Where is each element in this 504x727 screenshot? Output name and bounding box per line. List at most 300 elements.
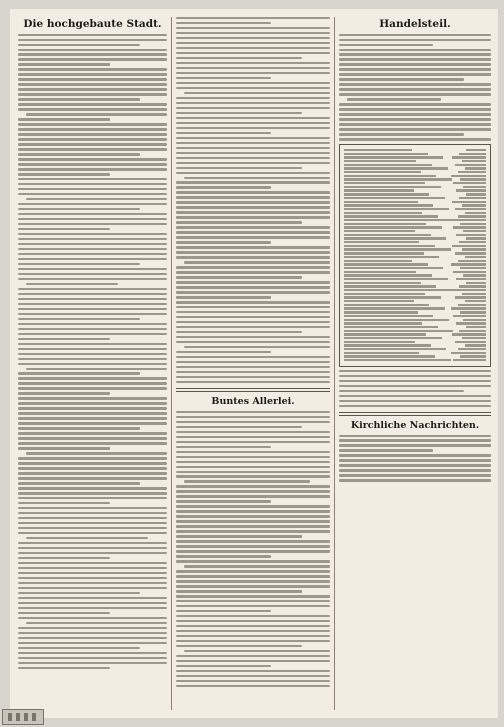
text-line xyxy=(18,427,140,429)
text-line xyxy=(176,590,302,592)
text-line xyxy=(18,323,167,325)
text-line xyxy=(339,454,491,456)
text-line xyxy=(18,567,167,569)
text-line xyxy=(176,645,302,647)
text-line xyxy=(339,68,491,70)
text-line xyxy=(339,459,491,461)
text-line xyxy=(184,177,330,179)
text-line xyxy=(176,206,330,208)
text-line xyxy=(18,358,167,360)
text-line xyxy=(176,162,330,164)
text-line xyxy=(18,243,167,245)
text-line xyxy=(176,670,330,672)
text-line xyxy=(18,517,167,519)
market-row xyxy=(344,341,486,343)
text-line xyxy=(339,405,491,407)
text-line xyxy=(176,142,330,144)
text-line xyxy=(176,376,330,378)
text-line xyxy=(176,301,330,303)
text-line xyxy=(176,366,330,368)
text-line xyxy=(18,58,167,60)
text-line xyxy=(18,377,167,379)
text-line xyxy=(18,472,167,474)
text-line xyxy=(18,592,140,594)
text-line xyxy=(176,555,271,557)
text-line xyxy=(339,395,491,397)
text-line xyxy=(176,77,271,79)
text-line xyxy=(339,63,491,65)
text-line xyxy=(176,286,330,288)
text-line xyxy=(176,461,330,463)
text-line xyxy=(18,547,167,549)
text-line xyxy=(339,385,491,387)
market-row xyxy=(344,337,486,339)
text-line xyxy=(176,241,271,243)
text-line xyxy=(18,507,167,509)
text-line xyxy=(176,87,330,89)
text-line xyxy=(18,83,167,85)
text-line xyxy=(18,238,167,240)
text-line xyxy=(26,198,167,200)
text-line xyxy=(176,311,330,313)
text-line xyxy=(176,321,330,323)
text-line xyxy=(176,431,330,433)
market-row xyxy=(344,215,486,217)
text-line xyxy=(18,53,167,55)
text-line xyxy=(18,612,110,614)
text-line xyxy=(176,152,330,154)
market-row xyxy=(344,326,486,328)
market-row xyxy=(344,315,486,317)
text-line xyxy=(176,22,271,24)
text-line xyxy=(18,333,167,335)
text-line xyxy=(176,550,330,552)
text-line xyxy=(176,625,330,627)
text-line xyxy=(176,331,302,333)
text-line xyxy=(18,163,167,165)
text-line xyxy=(176,426,302,428)
text-line xyxy=(339,128,491,130)
text-line xyxy=(18,183,167,185)
text-line xyxy=(26,283,118,285)
text-line xyxy=(26,622,167,624)
text-line xyxy=(18,228,110,230)
market-report-box xyxy=(339,144,491,367)
text-line xyxy=(18,552,167,554)
text-line xyxy=(18,218,167,220)
text-line xyxy=(18,502,110,504)
market-row xyxy=(344,282,486,284)
text-line xyxy=(176,585,330,587)
text-line xyxy=(18,642,167,644)
text-line xyxy=(176,107,330,109)
text-line xyxy=(18,627,167,629)
text-line xyxy=(18,652,167,654)
market-row xyxy=(344,156,486,158)
text-line xyxy=(18,487,167,489)
text-line xyxy=(339,390,464,392)
text-line xyxy=(176,485,330,487)
newspaper-page xyxy=(10,9,498,718)
text-line xyxy=(26,113,167,115)
text-line xyxy=(18,268,167,270)
text-line xyxy=(176,296,271,298)
text-line xyxy=(339,34,491,36)
text-line xyxy=(176,421,330,423)
text-line xyxy=(339,444,491,446)
market-row xyxy=(344,278,486,280)
text-line xyxy=(18,387,167,389)
text-line xyxy=(339,400,491,402)
text-line xyxy=(18,402,167,404)
text-line xyxy=(176,535,302,537)
text-line xyxy=(176,495,330,497)
text-line xyxy=(176,32,330,34)
text-line xyxy=(18,313,167,315)
text-line xyxy=(176,416,330,418)
text-line xyxy=(18,39,167,41)
text-line xyxy=(176,256,330,258)
text-line xyxy=(176,580,330,582)
text-line xyxy=(18,542,167,544)
text-line xyxy=(18,88,167,90)
market-row xyxy=(344,285,486,287)
text-line xyxy=(176,37,330,39)
text-line xyxy=(18,462,167,464)
text-line xyxy=(339,53,491,55)
text-line xyxy=(176,361,330,363)
text-line xyxy=(176,680,330,682)
text-line xyxy=(176,655,330,657)
text-line xyxy=(176,515,330,517)
text-line xyxy=(18,647,140,649)
text-line xyxy=(176,191,330,193)
text-line xyxy=(18,173,110,175)
text-line xyxy=(18,44,140,46)
column-feuilleton xyxy=(18,17,167,710)
section-rule xyxy=(339,412,491,416)
text-line xyxy=(176,381,330,383)
text-line xyxy=(176,685,330,687)
text-line xyxy=(176,231,330,233)
market-row xyxy=(344,311,486,313)
text-line xyxy=(176,236,330,238)
text-line xyxy=(18,457,167,459)
text-line xyxy=(339,39,491,41)
text-line xyxy=(339,103,491,105)
text-line xyxy=(176,216,330,218)
text-line xyxy=(18,363,167,365)
market-row xyxy=(344,307,486,309)
text-line xyxy=(176,675,330,677)
text-line xyxy=(18,123,167,125)
text-line xyxy=(18,442,167,444)
market-row xyxy=(344,208,486,210)
text-line xyxy=(339,133,464,135)
text-line xyxy=(176,475,330,477)
text-line xyxy=(18,372,140,374)
text-line xyxy=(176,615,330,617)
text-line xyxy=(176,72,330,74)
market-row xyxy=(344,245,486,247)
text-line xyxy=(176,271,330,273)
text-line xyxy=(18,587,167,589)
market-row xyxy=(344,352,486,354)
text-line xyxy=(18,263,140,265)
market-row xyxy=(344,182,486,184)
text-line xyxy=(176,570,330,572)
market-row xyxy=(344,260,486,262)
text-line xyxy=(18,318,140,320)
text-line xyxy=(18,143,167,145)
text-line xyxy=(18,338,110,340)
market-row xyxy=(344,193,486,195)
text-line xyxy=(339,113,491,115)
text-line xyxy=(26,537,148,539)
text-line xyxy=(176,102,330,104)
column-rule xyxy=(334,17,335,710)
text-line xyxy=(176,196,330,198)
market-row xyxy=(344,164,486,166)
text-line xyxy=(18,562,167,564)
text-line xyxy=(176,530,330,532)
text-line xyxy=(18,288,167,290)
text-line xyxy=(18,168,167,170)
market-row xyxy=(344,149,486,151)
text-line xyxy=(18,577,167,579)
column-middle xyxy=(176,17,330,710)
text-line xyxy=(176,112,302,114)
text-line xyxy=(176,172,330,174)
text-line xyxy=(18,392,110,394)
section-heading-church-news: Kirchliche Nachrichten. xyxy=(350,420,480,432)
text-line xyxy=(184,565,330,567)
column-commerce xyxy=(339,17,491,710)
text-line xyxy=(18,432,167,434)
market-row xyxy=(344,267,486,269)
market-row xyxy=(344,153,486,155)
text-line xyxy=(176,67,330,69)
text-line xyxy=(26,368,167,370)
text-line xyxy=(176,605,330,607)
text-line xyxy=(18,532,167,534)
text-line xyxy=(18,103,167,105)
text-line xyxy=(176,27,330,29)
market-row xyxy=(344,175,486,177)
section-heading-miscellany: Buntes Allerlei. xyxy=(211,396,295,408)
text-line xyxy=(18,637,167,639)
text-line xyxy=(176,42,330,44)
text-line xyxy=(176,82,330,84)
text-line xyxy=(339,123,491,125)
text-line xyxy=(18,68,167,70)
text-line xyxy=(176,451,330,453)
text-line xyxy=(176,281,330,283)
text-line xyxy=(18,278,167,280)
market-row xyxy=(344,330,486,332)
text-line xyxy=(18,78,167,80)
text-line xyxy=(339,469,491,471)
market-row xyxy=(344,197,486,199)
text-line xyxy=(18,273,167,275)
text-line xyxy=(18,233,167,235)
text-line xyxy=(176,17,330,19)
text-line xyxy=(18,73,167,75)
text-line xyxy=(176,276,302,278)
market-row xyxy=(344,230,486,232)
text-line xyxy=(184,650,330,652)
text-line xyxy=(339,138,491,140)
text-line xyxy=(18,253,167,255)
text-line xyxy=(339,73,491,75)
text-line xyxy=(18,422,167,424)
text-line xyxy=(18,557,110,559)
text-line xyxy=(184,261,330,263)
text-line xyxy=(18,412,167,414)
text-line xyxy=(18,407,167,409)
text-line xyxy=(176,371,330,373)
market-row xyxy=(344,201,486,203)
text-line xyxy=(176,595,330,597)
text-line xyxy=(18,572,167,574)
text-line xyxy=(339,449,433,451)
text-line xyxy=(18,522,167,524)
text-line xyxy=(176,441,330,443)
text-line xyxy=(176,436,330,438)
text-line xyxy=(18,353,167,355)
market-row xyxy=(344,348,486,350)
market-row xyxy=(344,319,486,321)
text-line xyxy=(18,158,167,160)
text-line xyxy=(176,610,271,612)
market-row xyxy=(344,271,486,273)
text-line xyxy=(347,98,441,100)
text-line xyxy=(176,246,330,248)
text-line xyxy=(18,348,167,350)
text-line xyxy=(339,474,491,476)
market-row xyxy=(344,296,486,298)
text-line xyxy=(176,510,330,512)
text-line xyxy=(176,291,330,293)
text-line xyxy=(176,660,330,662)
text-line xyxy=(18,133,167,135)
text-line xyxy=(18,108,167,110)
text-line xyxy=(176,456,330,458)
text-line xyxy=(176,147,330,149)
text-line xyxy=(18,98,140,100)
text-line xyxy=(176,466,330,468)
text-line xyxy=(339,479,491,481)
text-line xyxy=(18,203,167,205)
text-line xyxy=(176,251,330,253)
market-row xyxy=(344,167,486,169)
text-line xyxy=(176,490,330,492)
text-line xyxy=(176,356,330,358)
text-line xyxy=(176,500,271,502)
text-line xyxy=(176,520,330,522)
text-line xyxy=(18,138,167,140)
text-line xyxy=(339,370,491,372)
text-line xyxy=(339,375,491,377)
text-line xyxy=(18,298,167,300)
text-line xyxy=(176,560,330,562)
text-line xyxy=(339,108,491,110)
text-line xyxy=(18,153,140,155)
text-line xyxy=(176,97,330,99)
text-line xyxy=(176,600,330,602)
text-line xyxy=(18,527,167,529)
text-line xyxy=(339,439,491,441)
market-row xyxy=(344,178,486,180)
market-row xyxy=(344,333,486,335)
text-line xyxy=(18,467,167,469)
text-line xyxy=(339,118,491,120)
text-line xyxy=(176,62,330,64)
text-line xyxy=(18,328,167,330)
text-line xyxy=(184,92,330,94)
text-line xyxy=(176,665,271,667)
market-row xyxy=(344,256,486,258)
text-line xyxy=(176,266,330,268)
text-line xyxy=(339,380,491,382)
text-line xyxy=(18,657,167,659)
text-line xyxy=(176,575,330,577)
text-line xyxy=(184,480,310,482)
text-line xyxy=(176,635,330,637)
text-line xyxy=(176,446,271,448)
market-row xyxy=(344,300,486,302)
text-line xyxy=(18,482,140,484)
text-line xyxy=(176,336,330,338)
text-line xyxy=(18,617,167,619)
text-line xyxy=(339,49,491,51)
text-line xyxy=(176,351,271,353)
text-line xyxy=(18,447,110,449)
market-row xyxy=(344,304,486,306)
text-line xyxy=(18,118,110,120)
text-line xyxy=(176,306,330,308)
text-line xyxy=(18,178,167,180)
text-line xyxy=(176,132,271,134)
market-row xyxy=(344,274,486,276)
section-heading-commerce: Handelsteil. xyxy=(379,18,451,30)
text-line xyxy=(18,667,110,669)
text-line xyxy=(184,346,330,348)
text-line xyxy=(18,397,167,399)
text-line xyxy=(18,417,167,419)
feuilleton-title: Die hochgebaute Stadt. xyxy=(23,18,162,30)
text-line xyxy=(18,492,167,494)
text-line xyxy=(18,343,167,345)
market-row xyxy=(344,160,486,162)
market-row xyxy=(344,226,486,228)
text-line xyxy=(18,49,167,51)
text-line xyxy=(18,148,167,150)
text-line xyxy=(18,293,167,295)
text-line xyxy=(339,83,491,85)
market-row xyxy=(344,322,486,324)
text-line xyxy=(18,193,167,195)
text-line xyxy=(176,117,330,119)
text-line xyxy=(176,157,330,159)
text-line xyxy=(176,57,302,59)
text-line xyxy=(176,137,330,139)
text-line xyxy=(176,226,330,228)
market-row xyxy=(344,204,486,206)
text-line xyxy=(176,167,302,169)
text-line xyxy=(18,34,167,36)
market-row xyxy=(344,344,486,346)
